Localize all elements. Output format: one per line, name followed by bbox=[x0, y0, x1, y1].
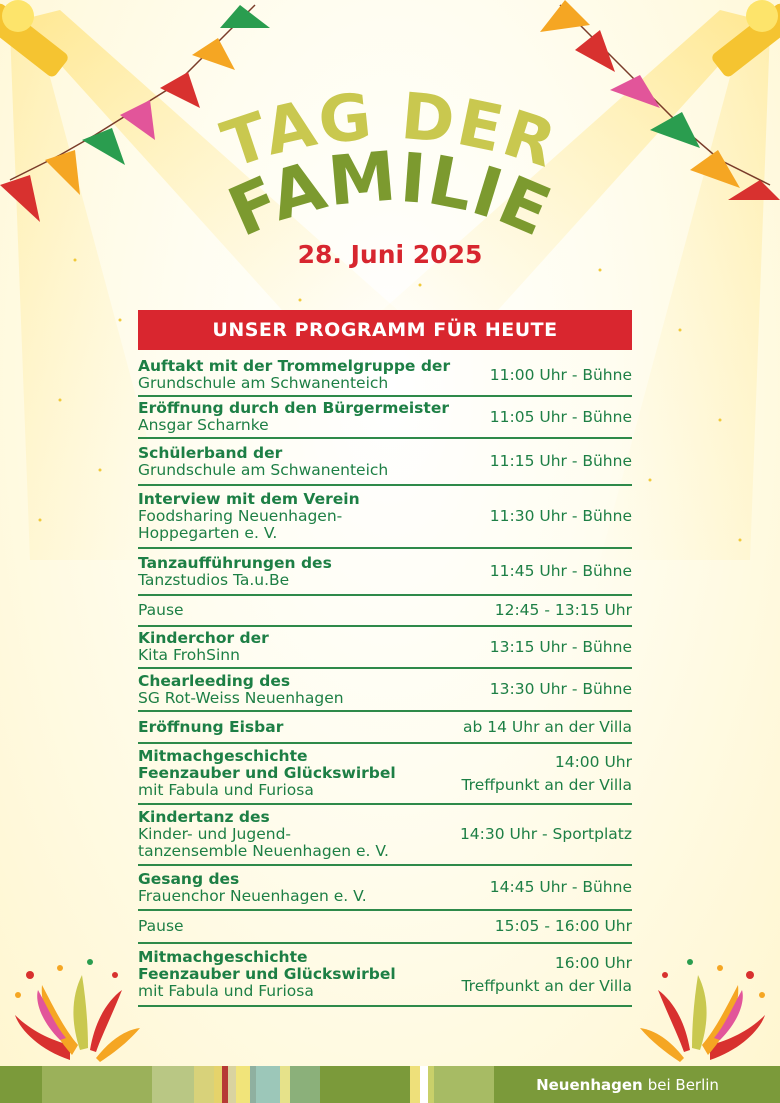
firework-burst-left-icon bbox=[15, 959, 140, 1062]
program-item-title: Mitmachgeschichte bbox=[138, 948, 308, 966]
program-time-line: 11:45 Uhr - Bühne bbox=[489, 562, 632, 580]
program-row bbox=[138, 944, 632, 1007]
event-date: 28. Juni 2025 bbox=[297, 240, 483, 269]
program-item-text bbox=[138, 445, 388, 479]
program-row bbox=[138, 669, 632, 712]
program-row bbox=[138, 397, 632, 439]
program-item-text bbox=[138, 358, 450, 392]
program-item-title: Eröffnung Eisbar bbox=[138, 717, 284, 736]
program-item-text bbox=[138, 918, 184, 935]
program-item-title: Gesang des bbox=[138, 869, 240, 888]
program-row bbox=[138, 486, 632, 549]
program-item-title: Eröffnung durch den Bürgermeister bbox=[138, 399, 449, 417]
program-item-time bbox=[490, 681, 632, 698]
program-item-text bbox=[138, 871, 367, 905]
program-row bbox=[138, 355, 632, 397]
program-item-time bbox=[490, 639, 632, 656]
program-item-desc: Ansgar Scharnke bbox=[138, 416, 269, 434]
program-item-desc: tanzensemble Neuenhagen e. V. bbox=[138, 842, 389, 860]
program-item-title: Schülerband der bbox=[138, 443, 283, 462]
program-item-time bbox=[460, 826, 632, 843]
program-time-line: Treffpunkt an der Villa bbox=[461, 775, 632, 794]
program-time-line: 11:05 Uhr - Bühne bbox=[489, 407, 632, 426]
program-item-desc: Pause bbox=[138, 601, 184, 619]
program-item-text bbox=[138, 748, 396, 799]
program-item-time bbox=[490, 563, 632, 580]
program-time-line: ab 14 Uhr an der Villa bbox=[463, 717, 632, 736]
program-item-desc: Kita FrohSinn bbox=[138, 646, 240, 664]
program-item-desc: Kinder- und Jugend- bbox=[138, 825, 292, 843]
program-row bbox=[138, 596, 632, 627]
program-item-text bbox=[138, 949, 396, 1000]
program-item-desc: Hoppegarten e. V. bbox=[138, 524, 278, 542]
program-row bbox=[138, 911, 632, 944]
firework-burst-right-icon bbox=[640, 959, 765, 1062]
program-item-title: Tanzaufführungen des bbox=[138, 553, 332, 572]
title-line2-svg bbox=[0, 135, 780, 255]
program-time-line: 11:30 Uhr - Bühne bbox=[489, 507, 632, 525]
program-item-desc: Grundschule am Schwanenteich bbox=[138, 460, 389, 479]
program-item-title2: Feenzauber und Glückswirbel bbox=[138, 764, 396, 782]
program-time-line: 14:00 Uhr bbox=[554, 752, 632, 771]
program-item-text bbox=[138, 602, 184, 619]
program-item-time bbox=[490, 879, 632, 896]
program-item-time bbox=[490, 453, 632, 470]
program-time-line: 14:30 Uhr - Sportplatz bbox=[459, 825, 632, 843]
program-item-time bbox=[495, 918, 632, 935]
program-item-text bbox=[138, 400, 449, 434]
program-time-line: 11:15 Uhr - Bühne bbox=[489, 452, 632, 470]
program-item-desc: Tanzstudios Ta.u.Be bbox=[138, 570, 290, 589]
program-item-title: Mitmachgeschichte bbox=[138, 747, 308, 765]
program-time-line: 12:45 - 13:15 Uhr bbox=[494, 601, 632, 619]
program-time-line: Treffpunkt an der Villa bbox=[461, 976, 632, 995]
program-item-title: Chearleeding des bbox=[138, 671, 291, 690]
program-item-desc: Foodsharing Neuenhagen- bbox=[138, 507, 343, 525]
program-item-title: Kinderchor der bbox=[138, 629, 269, 647]
brand-bold: Neuenhagen bbox=[536, 1075, 643, 1094]
program-item-desc: Grundschule am Schwanenteich bbox=[138, 374, 389, 392]
program-time-line: 14:45 Uhr - Bühne bbox=[489, 878, 632, 896]
program-row bbox=[138, 744, 632, 805]
svg-text:FAMILIE bbox=[218, 137, 562, 252]
program-item-time bbox=[461, 751, 632, 797]
program-time-line: 11:00 Uhr - Bühne bbox=[489, 365, 632, 384]
program-item-text bbox=[138, 719, 283, 736]
program-item-title: Kindertanz des bbox=[138, 808, 270, 826]
program-item-title: Auftakt mit der Trommelgruppe der bbox=[138, 357, 451, 375]
program-item-text bbox=[138, 809, 389, 860]
program-item-desc: SG Rot-Weiss Neuenhagen bbox=[138, 688, 344, 707]
program-item-desc: mit Fabula und Furiosa bbox=[138, 982, 314, 1000]
program-row bbox=[138, 805, 632, 866]
program-item-title2: Feenzauber und Glückswirbel bbox=[138, 965, 396, 983]
program-row bbox=[138, 439, 632, 486]
program-item-time bbox=[495, 602, 632, 619]
brand-rest: bei Berlin bbox=[647, 1075, 719, 1094]
program-time-line: 16:00 Uhr bbox=[554, 953, 632, 972]
program-item-desc: mit Fabula und Furiosa bbox=[138, 781, 314, 799]
title-line2: FAMILIE bbox=[217, 137, 562, 253]
program-item-time bbox=[490, 409, 632, 426]
program-time-line: 15:05 - 16:00 Uhr bbox=[494, 917, 632, 935]
program-row bbox=[138, 627, 632, 669]
program-row bbox=[138, 712, 632, 744]
program-item-text bbox=[138, 491, 360, 542]
program-item-desc: Pause bbox=[138, 917, 184, 935]
program-time-line: 13:15 Uhr - Bühne bbox=[489, 637, 632, 656]
program-item-time bbox=[490, 508, 632, 525]
program-item-text bbox=[138, 555, 332, 589]
program-item-time bbox=[463, 719, 632, 736]
program-item-time bbox=[490, 367, 632, 384]
program-item-time bbox=[461, 952, 632, 998]
program-time-line: 13:30 Uhr - Bühne bbox=[489, 680, 632, 698]
program-row bbox=[138, 866, 632, 911]
program-item-text bbox=[138, 630, 269, 664]
program-item-title: Interview mit dem Verein bbox=[138, 490, 360, 508]
program-row bbox=[138, 549, 632, 596]
program-item-desc: Frauenchor Neuenhagen e. V. bbox=[138, 886, 367, 905]
program-item-text bbox=[138, 673, 344, 707]
footer-brand bbox=[519, 1066, 736, 1103]
title-line1: TAG DER bbox=[213, 79, 566, 170]
program-heading: UNSER PROGRAMM FÜR HEUTE bbox=[138, 310, 632, 350]
